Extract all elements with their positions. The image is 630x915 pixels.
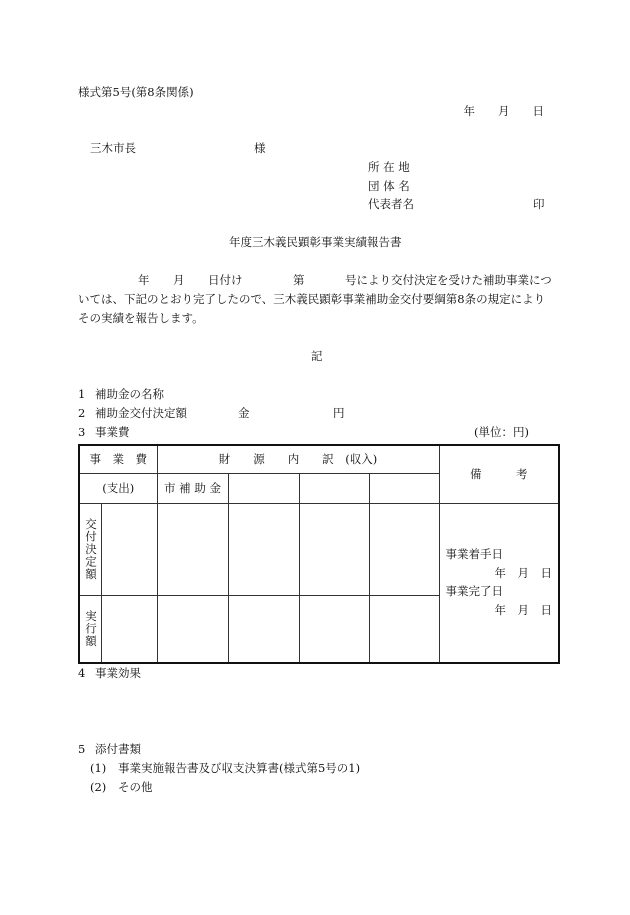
cell-actual-city <box>157 595 228 663</box>
remarks-end-label: 事業完了日 <box>445 584 504 599</box>
form-number: 様式第5号(第8条関係) <box>78 85 194 99</box>
cell-actual-expense <box>101 595 157 663</box>
header-city-subsidy: 市 補 助 金 <box>157 473 228 503</box>
budget-table <box>78 444 560 664</box>
row-label-decision: 交付決定額 <box>79 503 101 595</box>
item1-number: 1 <box>78 387 86 401</box>
body-line1-rest: 号により交付決定を受けた補助事業につ <box>345 273 552 287</box>
header-funding: 財 源 内 訳 (収入) <box>157 445 439 473</box>
item3-label: 事業費 <box>95 425 130 439</box>
recipient: 三木市長 <box>90 141 136 155</box>
header-funding-col2 <box>228 473 299 503</box>
recipient-honorific: 様 <box>254 141 266 155</box>
cell-actual-col3 <box>299 595 369 663</box>
applicant-org-name: 団 体 名 <box>368 179 410 193</box>
applicant-location: 所 在 地 <box>368 160 410 174</box>
unit-note: (単位：円) <box>474 425 529 439</box>
item5-label: 添付書類 <box>95 742 141 756</box>
document-title: 年度三木義民顕彰事業実績報告書 <box>229 235 402 249</box>
cell-decision-col2 <box>228 503 299 595</box>
item5-number: 5 <box>78 742 86 756</box>
item2-kin: 金 <box>238 406 250 420</box>
seal-mark: 印 <box>533 197 545 211</box>
cell-actual-col4 <box>369 595 439 663</box>
row-label-actual: 実行額 <box>79 595 101 663</box>
item1-label: 補助金の名称 <box>95 387 164 401</box>
body-line3: その実績を報告します。 <box>78 311 204 325</box>
header-remarks: 備 考 <box>439 445 559 503</box>
cell-decision-city <box>157 503 228 595</box>
ki-heading: 記 <box>311 349 323 363</box>
cell-decision-expense <box>101 503 157 595</box>
remarks-start-label: 事業着手日 <box>445 547 504 562</box>
cell-decision-col4 <box>369 503 439 595</box>
item3-number: 3 <box>78 425 86 439</box>
item2-yen: 円 <box>333 406 345 420</box>
body-dai: 第 <box>293 273 305 287</box>
attachment-1-number: (1) <box>90 761 107 775</box>
body-line2: いては、下記のとおり完了したので、三木義民顕彰事業補助金交付要綱第8条の規定により <box>78 292 546 306</box>
cell-actual-col2 <box>228 595 299 663</box>
item2-number: 2 <box>78 406 86 420</box>
attachment-2-number: (2) <box>90 780 107 794</box>
header-funding-col4 <box>369 473 439 503</box>
body-day-ref: 日付け <box>208 273 243 287</box>
item2-label: 補助金交付決定額 <box>95 406 187 420</box>
item4-number: 4 <box>78 666 86 680</box>
remarks-end-date: 年 月 日 <box>494 602 553 617</box>
body-year: 年 <box>138 273 150 287</box>
attachment-1: 事業実施報告書及び収支決算書(様式第5号の1) <box>118 761 361 775</box>
cell-decision-col3 <box>299 503 369 595</box>
remarks-dates <box>439 503 559 663</box>
body-month: 月 <box>173 273 185 287</box>
date-line: 年 月 日 <box>463 104 544 118</box>
applicant-representative: 代表者名 <box>368 197 414 211</box>
header-expense-sub: (支出) <box>79 473 157 503</box>
header-expense: 事 業 費 <box>79 445 157 473</box>
remarks-start-date: 年 月 日 <box>494 565 553 580</box>
item4-label: 事業効果 <box>95 666 141 680</box>
header-funding-col3 <box>299 473 369 503</box>
attachment-2: その他 <box>118 780 153 794</box>
